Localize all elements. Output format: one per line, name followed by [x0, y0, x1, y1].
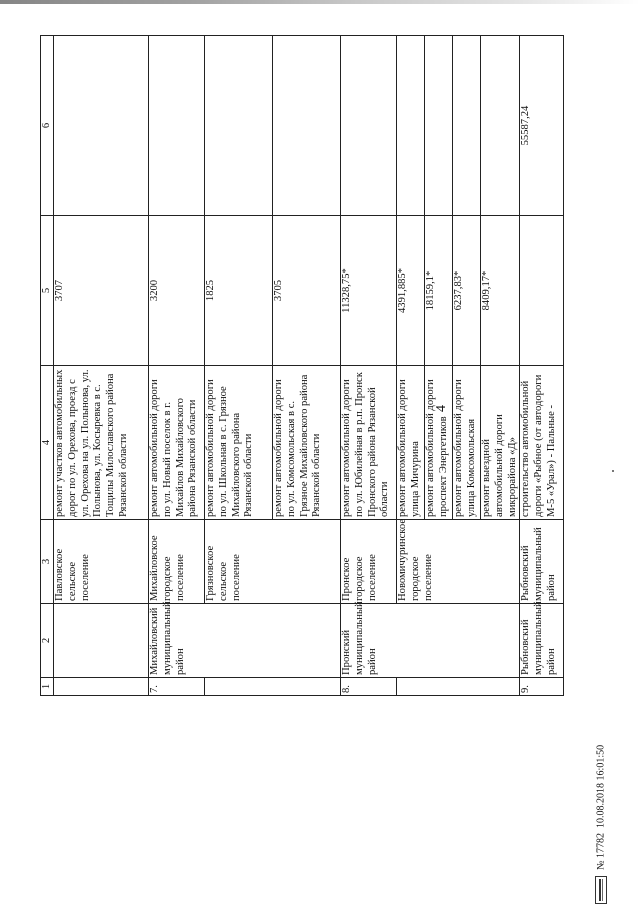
cell-amount-6: [149, 36, 205, 216]
doc-number: № 17782: [595, 832, 607, 870]
cell-amount-6: [453, 36, 481, 216]
cell-amount-6: [54, 36, 149, 216]
cell-district: [54, 604, 149, 678]
cell-number: [205, 678, 341, 696]
scan-edge: [0, 0, 640, 4]
cell-work: ремонт участков автомобильных дорог по ул. Орехова, проезд с ул. Орехова на ул. Полынова, ул. Полынова, ул. Косыревка в с. Тощилы Милославского района Рязанской области: [54, 366, 149, 520]
cell-number: 9.: [520, 678, 564, 696]
cell-work: ремонт автомобильной дороги улица Мичурина: [397, 366, 425, 520]
cell-settlement: Грязновское сельское поселение: [205, 520, 341, 604]
document-footer: [595, 694, 607, 904]
cell-settlement: Михайловское городское поселение: [149, 520, 205, 604]
cell-district: Рыбновский муниципальный район: [520, 604, 564, 678]
cell-amount: 18159,1*: [425, 216, 453, 366]
cell-amount-6: [205, 36, 273, 216]
cell-amount: 6237,83*: [453, 216, 481, 366]
header-row: [41, 36, 54, 696]
scan-speck: [612, 470, 614, 472]
cell-number: 8.: [341, 678, 397, 696]
rotated-page: [40, 36, 602, 696]
cell-number: 7.: [149, 678, 205, 696]
cell-number: [397, 678, 520, 696]
cell-settlement: Рыбновский муниципальный район: [520, 520, 564, 604]
cell-amount-6: [481, 36, 520, 216]
col-header-5: 5: [41, 216, 54, 366]
cell-amount: 8409,17*: [481, 216, 520, 366]
col-header-6: 6: [41, 36, 54, 216]
cell-settlement: Новомичуринское городское поселение: [397, 520, 520, 604]
cell-amount: 1825: [205, 216, 273, 366]
cell-amount-6: 55587,24: [520, 36, 564, 216]
cell-amount: 3705: [273, 216, 341, 366]
cell-work: строительство автомобильной дороги «Рыбное (от автодороги М-5 «Урал») - Пальные -: [520, 366, 564, 520]
cell-work: ремонт автомобильной дороги по ул. Новый поселок в г. Михайлов Михайловского района Рязанской области: [149, 366, 205, 520]
col-header-2: 2: [41, 604, 54, 678]
cell-amount: 11328,75*: [341, 216, 397, 366]
cell-work: ремонт автомобильной дороги по ул. Комсомольская в с. Грязное Михайловского района Рязанской области: [273, 366, 341, 520]
cell-amount: [520, 216, 564, 366]
cell-district: Пронский муниципальный район: [341, 604, 520, 678]
cell-work: ремонт автомобильной дороги по ул. Школьная в с. Грязное Михайловского района Рязанской области: [205, 366, 273, 520]
table-row: [205, 36, 273, 696]
doc-datetime: 10.08.2018 16:01:50: [595, 744, 607, 828]
cell-amount-6: [273, 36, 341, 216]
cell-amount-6: [425, 36, 453, 216]
col-header-3: 3: [41, 520, 54, 604]
cell-amount: 3200: [149, 216, 205, 366]
road-works-table: [40, 35, 564, 696]
cell-settlement: Пронское городское поселение: [341, 520, 397, 604]
cell-number: [54, 678, 149, 696]
cell-amount: 3707: [54, 216, 149, 366]
cell-work: ремонт выездной автомобильной дороги микрорайона «Д»: [481, 366, 520, 520]
col-header-4: 4: [41, 366, 54, 520]
table-row: [54, 36, 149, 696]
cell-amount-6: [341, 36, 397, 216]
cell-settlement: Павловское сельское поселение: [54, 520, 149, 604]
col-header-1: 1: [41, 678, 54, 696]
cell-work: ремонт автомобильной дороги улица Комсомольская: [453, 366, 481, 520]
barcode-stamp-icon: [595, 876, 607, 904]
table-row: [149, 36, 205, 696]
cell-district: Михайловский муниципальный район: [149, 604, 341, 678]
table-row: [341, 36, 397, 696]
page-number: 4: [434, 405, 449, 412]
table-row: [520, 36, 564, 696]
cell-work: ремонт автомобильной дороги по ул. Юбилейная в р.п. Пронск Пронского района Рязанской области: [341, 366, 397, 520]
cell-amount-6: [397, 36, 425, 216]
cell-amount: 4391,885*: [397, 216, 425, 366]
cell-work: ремонт автомобильной дороги проспект Энергетиков: [425, 366, 453, 520]
table-row: [397, 36, 425, 696]
